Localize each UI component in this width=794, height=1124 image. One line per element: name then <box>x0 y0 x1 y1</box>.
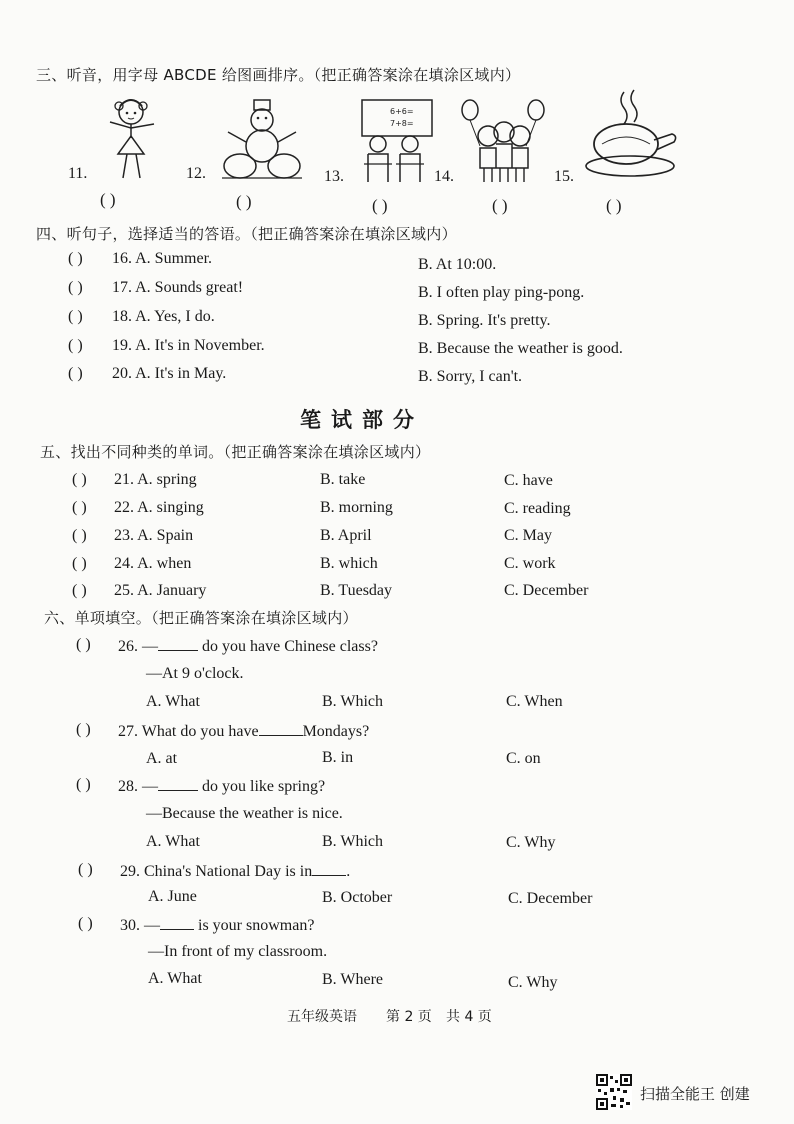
q20-answer-box[interactable]: ( ) <box>68 365 83 382</box>
q16-option-b: B. At 10:00. <box>418 256 497 273</box>
q20-option-a: 20. A. It's in May. <box>112 365 227 382</box>
q25-option-a: 25. A. January <box>114 582 207 599</box>
q21-option-c: C. have <box>504 472 553 489</box>
item-15-answer-box[interactable]: ( ) <box>606 196 622 215</box>
q29-blank[interactable] <box>312 861 346 876</box>
qr-code-icon <box>596 1074 632 1110</box>
q27-option-b: B. in <box>322 749 354 766</box>
q28-answer-box[interactable]: ( ) <box>76 776 91 793</box>
q21-option-a: 21. A. spring <box>114 471 197 488</box>
q23-option-c: C. May <box>504 527 552 544</box>
classroom-picture <box>354 98 436 184</box>
watermark-text: 扫描全能王 创建 <box>640 1085 750 1103</box>
q30-option-a: A. What <box>148 970 202 987</box>
q21-option-b: B. take <box>320 471 366 488</box>
q28-blank[interactable] <box>158 776 198 791</box>
q26-stem-end: do you have Chinese class? <box>198 638 378 655</box>
q17-option-a: 17. A. Sounds great! <box>112 279 244 296</box>
board-line-2: 7+8= <box>390 119 414 128</box>
q29-answer-box[interactable]: ( ) <box>78 861 93 878</box>
ballet-girl-picture <box>96 94 166 184</box>
q17-option-b: B. I often play ping-pong. <box>418 284 585 301</box>
q20-option-b: B. Sorry, I can't. <box>418 368 523 385</box>
q16-option-a: 16. A. Summer. <box>112 250 213 267</box>
item-11-number: 11. <box>68 165 88 182</box>
section5-title: 五、找出不同种类的单词。（把正确答案涂在填涂区域内） <box>40 443 431 461</box>
q23-option-b: B. April <box>320 527 372 544</box>
q27-answer-box[interactable]: ( ) <box>76 721 91 738</box>
q26-option-a: A. What <box>146 693 200 710</box>
q30-stem-start: 30. — <box>120 917 160 934</box>
q22-option-b: B. morning <box>320 499 393 516</box>
q30-option-c: C. Why <box>508 974 558 991</box>
q29-option-c: C. December <box>508 890 593 907</box>
q22-option-a: 22. A. singing <box>114 499 204 516</box>
q29-option-a: A. June <box>148 888 197 905</box>
q28-stem-start: 28. — <box>118 778 158 795</box>
q26-stem <box>118 636 378 656</box>
item-14-answer-box[interactable]: ( ) <box>492 196 508 215</box>
item-12-number: 12. <box>186 165 206 182</box>
footer-total: 共 4 页 <box>446 1009 492 1025</box>
q27-option-c: C. on <box>506 750 541 767</box>
q26-stem-start: 26. — <box>118 638 158 655</box>
snowman-picture <box>218 98 306 182</box>
q26-blank[interactable] <box>158 636 198 651</box>
footer-subject: 五年级英语 <box>287 1009 357 1025</box>
q19-option-a: 19. A. It's in November. <box>112 337 265 354</box>
board-line-1: 6+6= <box>390 107 414 116</box>
q28-option-c: C. Why <box>506 834 556 851</box>
item-12-answer-box[interactable]: ( ) <box>236 192 252 211</box>
q30-option-b: B. Where <box>322 971 384 988</box>
q26-option-b: B. Which <box>322 693 384 710</box>
q30-answer-line: —In front of my classroom. <box>148 943 328 960</box>
q26-answer-line: —At 9 o'clock. <box>146 665 244 682</box>
q19-option-b: B. Because the weather is good. <box>418 340 623 357</box>
q18-answer-box[interactable]: ( ) <box>68 308 83 325</box>
item-13-number: 13. <box>324 168 344 185</box>
q24-option-c: C. work <box>504 555 556 572</box>
q29-stem <box>120 861 350 881</box>
q27-blank[interactable] <box>259 721 303 736</box>
q29-stem-end: . <box>346 863 351 880</box>
q21-answer-box[interactable]: ( ) <box>72 471 87 488</box>
q30-blank[interactable] <box>160 915 194 930</box>
q17-answer-box[interactable]: ( ) <box>68 279 83 296</box>
q26-option-c: C. When <box>506 693 563 710</box>
footer-page: 第 2 页 <box>386 1009 432 1025</box>
q25-option-c: C. December <box>504 582 589 599</box>
item-15-number: 15. <box>554 168 574 185</box>
item-11-answer-box[interactable]: ( ) <box>100 190 116 209</box>
section4-title: 四、听句子，选择适当的答语。（把正确答案涂在填涂区域内） <box>36 225 457 243</box>
item-14-number: 14. <box>434 168 454 185</box>
q24-option-a: 24. A. when <box>114 555 192 572</box>
item-13-answer-box[interactable]: ( ) <box>372 196 388 215</box>
written-part-heading: 笔试部分 <box>300 408 424 432</box>
roast-chicken-picture <box>584 88 684 182</box>
q18-option-a: 18. A. Yes, I do. <box>112 308 215 325</box>
q29-stem-start: 29. China's National Day is in <box>120 863 313 880</box>
q27-stem-start: 27. What do you have <box>118 723 259 740</box>
q16-answer-box[interactable]: ( ) <box>68 250 83 267</box>
q24-answer-box[interactable]: ( ) <box>72 555 87 572</box>
q27-stem-end: Mondays? <box>302 723 370 740</box>
q28-option-a: A. What <box>146 833 200 850</box>
q18-option-b: B. Spring. It's pretty. <box>418 312 551 329</box>
q25-option-b: B. Tuesday <box>320 582 393 599</box>
q24-option-b: B. which <box>320 555 378 572</box>
q30-answer-box[interactable]: ( ) <box>78 915 93 932</box>
q27-option-a: A. at <box>146 750 178 767</box>
q22-answer-box[interactable]: ( ) <box>72 499 87 516</box>
q25-answer-box[interactable]: ( ) <box>72 582 87 599</box>
q28-option-b: B. Which <box>322 833 384 850</box>
q22-option-c: C. reading <box>504 500 571 517</box>
q28-stem-end: do you like spring? <box>198 778 326 795</box>
q28-answer-line: —Because the weather is nice. <box>146 805 343 822</box>
q26-answer-box[interactable]: ( ) <box>76 636 91 653</box>
q30-stem <box>120 915 314 935</box>
q23-answer-box[interactable]: ( ) <box>72 527 87 544</box>
section6-title: 六、单项填空。（把正确答案涂在填涂区域内） <box>44 609 358 627</box>
q29-option-b: B. October <box>322 889 393 906</box>
q19-answer-box[interactable]: ( ) <box>68 337 83 354</box>
q27-stem <box>118 721 369 741</box>
children-balloons-picture <box>458 96 548 184</box>
section3-title: 三、听音，用字母 ABCDE 给图画排序。（把正确答案涂在填涂区域内） <box>36 66 521 84</box>
q23-option-a: 23. A. Spain <box>114 527 194 544</box>
q28-stem <box>118 776 325 796</box>
q30-stem-end: is your snowman? <box>194 917 315 934</box>
